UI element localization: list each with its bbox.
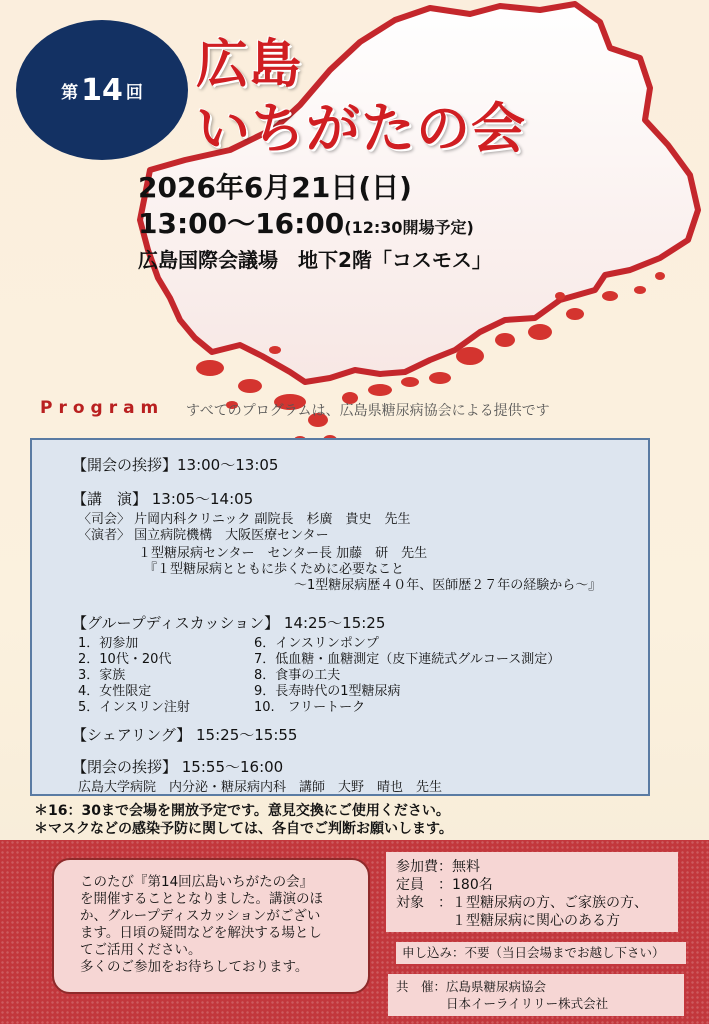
lecture-moderator: 〈司会〉 片岡内科クリニック 副院長 杉廣 貴史 先生 [78,512,411,527]
group-item: 2．10代・20代 [78,652,172,667]
group-item: 10. フリートーク [254,700,366,715]
event-venue: 広島国際会議場 地下2階「コスモス」 [138,248,492,272]
event-info-box [386,852,678,932]
title-line2: いちがたの会 [196,97,526,160]
event-time-range: 13:00〜16:00 [138,207,345,240]
title-line1: 広島 [196,35,303,95]
note-infection: ＊マスクなどの感染予防に関しては、各自でご判断お願いします。 [34,821,453,837]
program-panel [30,438,650,796]
event-time-note: (12:30開場予定) [344,218,474,237]
lecture-speaker-name: １型糖尿病センター センター長 加藤 研 先生 [138,546,428,561]
group-item: 8．食事の工夫 [254,668,341,683]
message-line: か、グループディスカッションがござい [80,908,321,924]
group-discussion-title: 【グループディスカッション】 14:25〜15:25 [72,614,386,632]
invitation-message [52,858,370,994]
closing-speaker: 広島大学病院 内分泌・糖尿病内科 講師 大野 晴也 先生 [78,780,443,795]
capacity: 定員 ：180名 [396,877,493,893]
group-item: 1．初参加 [78,636,139,651]
message-line: このたび『第14回広島いちがたの会』 [80,874,314,890]
lecture-speaker-org: 〈演者〉 国立病院機構 大阪医療センター [78,528,329,543]
application-note: 申し込み：不要（当日会場までお越し下さい） [396,942,686,964]
target-line-2: １型糖尿病に関心のある方 [396,913,620,929]
program-note: すべてのプログラムは、広島県糖尿病協会による提供です [186,403,550,419]
group-item: 9．長寿時代の1型糖尿病 [254,684,401,699]
note-venue-open: ＊16：30まで会場を開放予定です。意見交換にご使用ください。 [34,803,450,819]
group-item: 7．低血糖・血糖測定（皮下連続式グルコース測定） [254,652,561,667]
message-line: ます。日頃の疑問などを解決する場とし [80,925,322,941]
group-item: 5．インスリン注射 [78,700,190,715]
group-item: 4．女性限定 [78,684,152,699]
badge-suffix: 回 [125,82,143,103]
message-line: を開催することとなりました。講演のほ [80,891,323,907]
message-line: 多くのご参加をお待ちしております。 [80,959,309,975]
fee: 参加費：無料 [396,859,480,875]
badge-prefix: 第 [61,82,79,103]
program-heading: Program [40,398,165,418]
edition-badge [16,20,188,160]
lecture-theme-2: 〜1型糖尿病歴４０年、医師歴２７年の経験から〜』 [294,578,602,593]
event-time [138,202,474,242]
target-line-1: 対象 ：１型糖尿病の方、ご家族の方、 [396,895,648,911]
host-line-1: 共 催：広島県糖尿病協会 [396,979,547,994]
lecture-title: 【講 演】 13:05〜14:05 [72,490,254,508]
co-host-box [388,974,684,1016]
sharing-session: 【シェアリング】 15:25〜15:55 [72,726,298,744]
message-line: てご活用ください。 [80,942,202,958]
lecture-theme-1: 『１型糖尿病とともに歩くために必要なこと [144,562,405,577]
group-item: 3．家族 [78,668,126,683]
opening-remarks: 【開会の挨拶】13:00〜13:05 [72,456,279,474]
closing-remarks: 【閉会の挨拶】 15:55〜16:00 [72,758,284,776]
event-date: 2026年6月21日(日) [138,171,412,204]
badge-number: 14 [81,72,123,108]
group-item: 6．インスリンポンプ [254,636,379,651]
host-line-2: 日本イーライリリー株式会社 [396,996,609,1011]
